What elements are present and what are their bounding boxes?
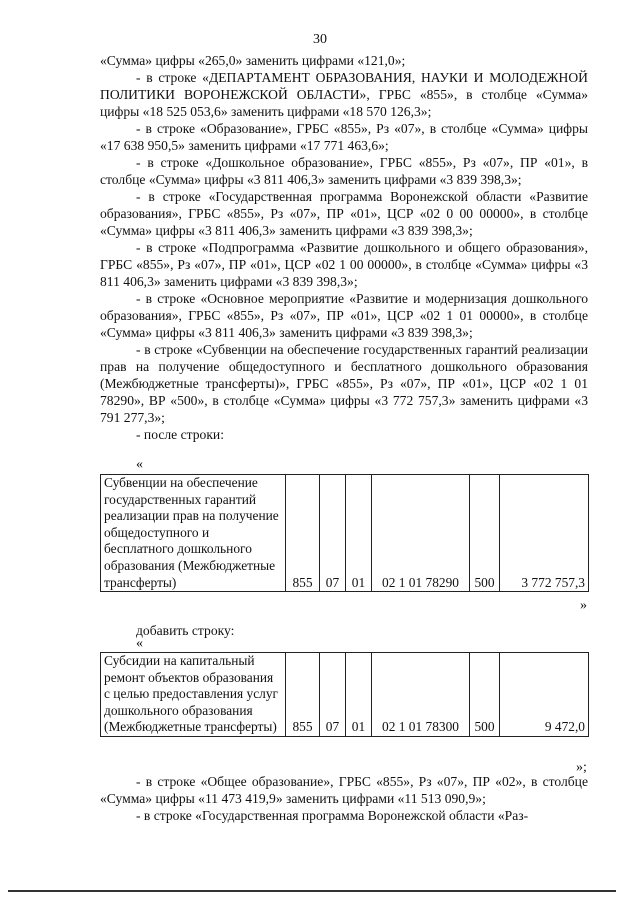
rz-cell: 07 — [320, 475, 346, 592]
grbs-cell: 855 — [286, 653, 320, 737]
page-number: 30 — [313, 32, 327, 47]
paragraph: - в строке «Основное мероприятие «Развитие и модернизация дошкольного образования», ГРБС «855», Рз «07», ПР «01», ЦСР «02 1 01 00000», в столбце «Сумма» цифры «3 811 406,3» заменить цифрами «3 839 398,3»; — [100, 291, 588, 340]
pr-cell: 01 — [346, 653, 372, 737]
rz-cell: 07 — [320, 653, 346, 737]
table-row — [101, 653, 589, 737]
paragraph: - в строке «Общее образование», ГРБС «855», Рз «07», ПР «02», в столбце «Сумма» цифры «11 473 419,9» заменить цифрами «11 513 090,9»; — [100, 774, 588, 806]
closing-quote: »; — [576, 760, 587, 775]
row-name-cell: Субвенции на обеспечение государственных гарантий реализации прав на получение общедоступного и бесплатного дошкольного образования (Межбюджетные трансферты) — [101, 475, 286, 592]
amendment-text-top — [100, 52, 588, 443]
csr-cell: 02 1 01 78290 — [372, 475, 470, 592]
add-row-label: добавить строку: — [136, 623, 235, 638]
vr-cell: 500 — [470, 475, 500, 592]
paragraph: - в строке «Государственная программа Воронежской области «Раз- — [136, 808, 529, 823]
paragraph: - в строке «Субвенции на обеспечение государственных гарантий реализации прав на получение общедоступного и бесплатного дошкольного образования (Межбюджетные трансферты)», ГРБС «855», Рз «07», ПР «01», ЦСР «02 1 01 78290», ВР «500», в столбце «Сумма» цифры «3 772 757,3» заменить цифрами «3 791 277,3»; — [100, 342, 588, 425]
paragraph: - в строке «Образование», ГРБС «855», Рз «07», в столбце «Сумма» цифры «17 638 950,5» заменить цифрами «17 771 463,6»; — [100, 121, 588, 153]
paragraph: - в строке «Государственная программа Воронежской области «Развитие образования», ГРБС «855», Рз «07», ПР «01», ЦСР «02 0 00 00000», в столбце «Сумма» цифры «3 811 406,3» заменить цифрами «3 839 398,3»; — [100, 189, 588, 238]
row-name-cell: Субсидии на капитальный ремонт объектов образования с целью предоставления услуг дошкольного образования (Межбюджетные трансферты) — [101, 653, 286, 737]
page-bottom-rule — [8, 890, 616, 892]
pr-cell: 01 — [346, 475, 372, 592]
csr-cell: 02 1 01 78300 — [372, 653, 470, 737]
vr-cell: 500 — [470, 653, 500, 737]
paragraph: - после строки: — [136, 427, 224, 442]
add-row-label-wrap — [100, 622, 588, 639]
budget-row-table-existing — [100, 474, 589, 592]
sum-cell: 9 472,0 — [500, 653, 589, 737]
paragraph: - в строке «ДЕПАРТАМЕНТ ОБРАЗОВАНИЯ, НАУКИ И МОЛОДЕЖНОЙ ПОЛИТИКИ ВОРОНЕЖСКОЙ ОБЛАСТИ», ГРБС «855», в столбце «Сумма» цифры «18 525 053,6» заменить цифрами «18 570 126,3»; — [100, 70, 588, 119]
paragraph: - в строке «Дошкольное образование», ГРБС «855», Рз «07», ПР «01», в столбце «Сумма» цифры «3 811 406,3» заменить цифрами «3 839 398,3»; — [100, 155, 588, 187]
grbs-cell: 855 — [286, 475, 320, 592]
budget-row-table-added — [100, 652, 589, 737]
opening-quote: « — [136, 636, 143, 651]
paragraph: - в строке «Подпрограмма «Развитие дошкольного и общего образования», ГРБС «855», Рз «07», ПР «01», ЦСР «02 1 00 00000», в столбце «Сумма» цифры «3 811 406,3» заменить цифрами «3 839 398,3»; — [100, 240, 588, 289]
sum-cell: 3 772 757,3 — [500, 475, 589, 592]
closing-quote: » — [580, 598, 587, 613]
amendment-text-bottom — [100, 773, 588, 824]
opening-quote: « — [136, 457, 143, 472]
paragraph: «Сумма» цифры «265,0» заменить цифрами «121,0»; — [100, 53, 406, 68]
table-row — [101, 475, 589, 592]
